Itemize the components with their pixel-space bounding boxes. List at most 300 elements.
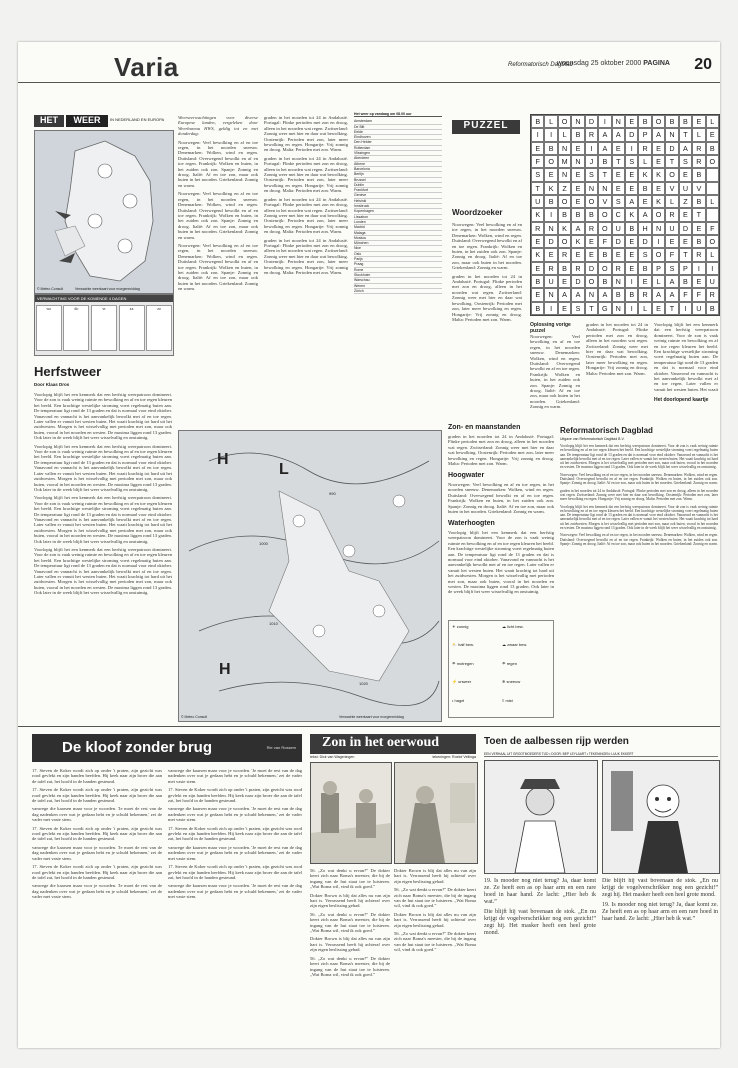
grid-letter: V <box>692 182 705 195</box>
grid-letter: E <box>531 288 544 301</box>
city-name: Innsbruck <box>354 204 370 209</box>
grid-letter: E <box>652 155 665 168</box>
city-name: Vlissingen <box>354 151 370 156</box>
grid-letter: L <box>558 128 571 141</box>
grid-letter: J <box>585 155 598 168</box>
grid-letter: E <box>625 235 638 248</box>
grid-letter: K <box>571 235 584 248</box>
page-number: 20 <box>694 56 712 73</box>
netherlands-map-svg <box>35 131 173 293</box>
grid-letter: T <box>665 302 678 315</box>
grid-letter: O <box>558 195 571 208</box>
solution-word: Het doorlopend kaartje <box>654 397 709 403</box>
grid-letter: D <box>679 222 692 235</box>
strip2-panel-left <box>310 762 392 864</box>
grid-letter: A <box>571 288 584 301</box>
isobar-label: 1000 <box>259 541 268 546</box>
colofon-title: Reformatorisch Dagblad <box>560 426 653 435</box>
grid-letter: I <box>544 128 557 141</box>
issue-date: woensdag 25 oktober 2000 <box>556 60 642 67</box>
grid-letter: E <box>625 168 638 181</box>
grid-letter: U <box>612 222 625 235</box>
grid-letter: E <box>558 302 571 315</box>
grid-letter: K <box>558 222 571 235</box>
table-title: Het weer op vandaag om 08.00 uur <box>354 112 442 117</box>
grid-letter: T <box>531 182 544 195</box>
grid-letter: B <box>706 302 719 315</box>
grid-letter: U <box>531 195 544 208</box>
grid-letter: V <box>598 195 611 208</box>
legend-item: ☂ motregen <box>452 660 474 666</box>
grid-letter: T <box>679 128 692 141</box>
grid-letter: N <box>544 288 557 301</box>
legend-item: ☁ zwaar bew. <box>502 642 528 648</box>
grid-letter: A <box>679 142 692 155</box>
waterhoogten-body: Voorlopig blijft het een kenmerk dat een herfstig weerpatroon domineert. Voor de zon is vaak weinig ruimte en bewolking en af en toe regen kleuren het beeld. Een krachtige westelijke stroming voert regelmatig buien aan. De temperatuur ligt rond de 13 graden en dat is normaal voor eind oktober. Vanavond en vannacht is het aanvankelijk bewolkt met af en toe regen. Later vallen er vanuit het westen buien. Het waait krachtig tot hard uit het zuidwesten. Morgen is het wisselvallig met perioden met zon, maar ook buien, vooral in het noorden en westen. De maxima liggen rond 13 graden. Ook later in de week blijft het weer wisselvallig en onstuimig. <box>448 530 554 595</box>
forecast-title: VERWACHTING VOOR DE KOMENDE 4 DAGEN <box>35 295 173 302</box>
grid-letter: T <box>585 302 598 315</box>
table-row <box>354 289 442 294</box>
grid-letter: B <box>531 302 544 315</box>
strip2-text-right: Dokter Brown is blij dat alles nu van zijn hart is. Verrassend heeft hij achteraf over zijn eigen beslissing gehad. 56. „Zo wat denkt u ervan?” De dokter keert zich naar Boma's meester, die bij de ingang van de hut staat toe te luisteren. „Wat Boma wil, vind ik ook goed.” Dokter Brown is blij dat alles nu van zijn hart is. Verrassend heeft hij achteraf over zijn eigen beslissing gehad. 56. „Zo wat denkt u ervan?” De dokter keert zich naar Boma's meester, die bij de ingang van de hut staat toe te luisteren. „Wat Boma wil, vind ik ook goed.” <box>394 868 476 953</box>
grid-letter: S <box>612 195 625 208</box>
forecast-panel <box>34 294 174 356</box>
grid-letter: A <box>665 275 678 288</box>
grid-letter: I <box>544 208 557 221</box>
grid-letter: B <box>706 142 719 155</box>
grid-letter: B <box>638 182 651 195</box>
weather-byline: Door Klaas Dros <box>34 382 70 387</box>
grid-letter: E <box>612 142 625 155</box>
strip1-author: Rie van Rossem <box>266 745 296 750</box>
grid-letter: E <box>625 248 638 261</box>
isobar-label: 1010 <box>269 621 278 626</box>
europe-weather-map <box>178 430 442 722</box>
grid-letter: L <box>665 195 678 208</box>
grid-letter: B <box>679 115 692 128</box>
grid-letter: B <box>638 115 651 128</box>
grid-letter: L <box>706 195 719 208</box>
grid-letter: E <box>692 222 705 235</box>
grid-letter: I <box>598 115 611 128</box>
europe-forecast-col1: Weersverwachtingen voor diverse Europese landen, vergeleken door Weerbureau HWS, geldig tot en met donderdag: Noorwegen: Veel bewolking en af en toe regen, in het noorden sneeuw. Denemarken: Wolken, wind en regen. Duitsland: Overwegend bewolkt en af en toe regen. Frankrijk: Wolken en buien, in het zuiden ook zon. Spanje: Zonnig en droog. Italië: Af en toe zon, maar ook buien in het noorden. Griekenland: Zonnig en warm. Noorwegen: Veel bewolking en af en toe regen, in het noorden sneeuw. Denemarken: Wolken, wind en regen. Duitsland: Overwegend bewolkt en af en toe regen. Frankrijk: Wolken en buien, in het zuiden ook zon. Spanje: Zonnig en droog. Italië: Af en toe zon, maar ook buien in het noorden. Griekenland: Zonnig en warm. Noorwegen: Veel bewolking en af en toe regen, in het noorden sneeuw. Denemarken: Wolken, wind en regen. Duitsland: Overwegend bewolkt en af en toe regen. Frankrijk: Wolken en buien, in het zuiden ook zon. Spanje: Zonnig en droog. Italië: Af en toe zon, maar ook buien in het noorden. Griekenland: Zonnig en warm. <box>178 115 258 292</box>
city-name: Malaga <box>354 230 366 235</box>
europe-credit: © Meteo Consult <box>181 715 208 719</box>
grid-letter: A <box>665 288 678 301</box>
grid-letter: E <box>531 235 544 248</box>
strip2-drawing <box>395 763 477 863</box>
strip3-text-left: 19. Is mooder nog niet terug? Ja, daar komt ze. Ze heeft een as op haar arm en een rare hoed in haar hand. Ze lacht: „Hier heb ik wat.” Die blijft hij vast bovenaan de stok. „En nu krijgt de vogelverschrikker nog een gezicht!” zegt hij. Het masker heeft een heel grote mond. <box>484 878 596 936</box>
city-name: De Bilt <box>354 124 365 129</box>
solution-col2: graden in het noorden tot 24 in Andalusië. Portugal: Flinke perioden met zon en droog, alleen in het noorden wat regen. Zwitserland: Zonnig weer met hier en daar wat bewolking. Oostenrijk: Perioden met zon, later meer bewolking en regen. Hongarije: Vrij zonnig en droog. Malta: Perioden met zon. Warm. <box>586 322 648 376</box>
grid-letter: O <box>652 208 665 221</box>
strip3-sub: EEN VERHAAL UIT GROOTMOEDERS TIJD • DOOR: BEP LEYLAART • TEKENINGEN: LUUK EKKERT <box>484 752 718 757</box>
isobar-label: 990 <box>329 491 336 496</box>
pressure-marker: L <box>279 461 289 478</box>
grid-letter: E <box>638 275 651 288</box>
grid-letter: E <box>531 142 544 155</box>
city-name: Eelde <box>354 129 363 134</box>
grid-letter: R <box>558 248 571 261</box>
grid-letter: R <box>638 142 651 155</box>
grid-letter: B <box>638 262 651 275</box>
colofon-sub: Uitgave van Reformatorisch Dagblad B.V. <box>560 437 625 441</box>
grid-letter: N <box>612 275 625 288</box>
grid-letter: N <box>612 115 625 128</box>
grid-letter: R <box>585 222 598 235</box>
city-weather-table <box>354 112 442 418</box>
grid-letter: I <box>625 302 638 315</box>
grid-letter: O <box>706 155 719 168</box>
grid-letter: R <box>692 142 705 155</box>
grid-letter: H <box>638 222 651 235</box>
section-divider <box>18 726 720 727</box>
grid-letter: N <box>558 142 571 155</box>
city-name: Eindhoven <box>354 135 371 140</box>
section-title: Varia <box>114 52 179 82</box>
grid-letter: R <box>665 208 678 221</box>
grid-letter: L <box>638 302 651 315</box>
grid-letter: D <box>571 275 584 288</box>
city-name: Parijs <box>354 257 363 262</box>
strip2-tekening: tekeningen: Roelof Vellinga <box>432 755 476 759</box>
strip3-title: Toen de aalbessen rijp werden <box>484 736 629 747</box>
table-rows <box>354 119 442 294</box>
forecast-day: do <box>63 305 89 351</box>
weather-region: IN NEDERLAND EN EUROPA <box>110 117 165 122</box>
grid-letter: N <box>558 168 571 181</box>
page-label: PAGINA <box>643 60 670 67</box>
woordzoeker-title: Woordzoeker <box>452 208 503 217</box>
grid-letter: P <box>638 128 651 141</box>
grid-letter: B <box>544 142 557 155</box>
puzzel-logo: PUZZEL <box>452 120 520 134</box>
grid-letter: B <box>692 235 705 248</box>
weather-logo-b: WEER <box>66 115 108 127</box>
grid-letter: E <box>571 168 584 181</box>
grid-letter: I <box>679 302 692 315</box>
solution-col3: Voorlopig blijft het een kenmerk dat een herfstig weerpatroon domineert. Voor de zon is vaak weinig ruimte en bewolking en af en toe regen kleuren het beeld. Een krachtige westelijke stroming voert regelmatig buien aan. De temperatuur ligt rond de 13 graden en dat is normaal voor eind oktober. Vanavond en vannacht is het aanvankelijk bewolkt met af en toe regen. Later vallen er vanuit het westen buien. Het waait <box>654 322 718 392</box>
grid-letter: N <box>585 288 598 301</box>
city-name: Stockholm <box>354 272 371 277</box>
city-name: Nice <box>354 246 362 251</box>
grid-letter: U <box>706 275 719 288</box>
grid-letter: R <box>585 128 598 141</box>
legend-item: ☂ regen <box>502 660 517 666</box>
grid-letter: E <box>558 275 571 288</box>
grid-letter: R <box>531 222 544 235</box>
grid-letter: S <box>625 155 638 168</box>
grid-letter: N <box>571 115 584 128</box>
grid-letter: K <box>652 168 665 181</box>
grid-letter: K <box>625 208 638 221</box>
strip1-title: De kloof zonder brug <box>62 739 212 756</box>
strip1-header <box>32 734 302 762</box>
zon-body: graden in het noorden tot 24 in Andalusië. Portugal: Flinke perioden met zon en droog, alleen in het noorden wat regen. Zwitserland: Zonnig weer met hier en daar wat bewolking. Oostenrijk: Perioden met zon, later meer bewolking en regen. Hongarije: Vrij zonnig en droog. Malta: Perioden met zon. Warm. <box>448 434 554 467</box>
word-search-grid <box>530 114 720 316</box>
solution-title: Oplossing vorige puzzel <box>530 322 571 334</box>
grid-letter: D <box>585 262 598 275</box>
grid-letter: B <box>598 155 611 168</box>
city-name: Praag <box>354 262 364 267</box>
grid-letter: E <box>571 182 584 195</box>
city-name: Moskou <box>354 235 367 240</box>
grid-letter: D <box>544 235 557 248</box>
grid-letter: T <box>679 248 692 261</box>
grid-letter: E <box>544 168 557 181</box>
grid-letter: E <box>585 235 598 248</box>
grid-letter: S <box>585 168 598 181</box>
grid-letter: L <box>706 115 719 128</box>
grid-letter: B <box>692 168 705 181</box>
grid-letter: B <box>679 275 692 288</box>
grid-letter: E <box>652 182 665 195</box>
city-name: Kopenhagen <box>354 209 374 214</box>
grid-letter: T <box>598 168 611 181</box>
grid-letter: F <box>598 235 611 248</box>
grid-letter: B <box>571 208 584 221</box>
map-caption: Verwachte weerkaart voor morgenmiddag <box>75 287 140 291</box>
grid-letter: I <box>692 262 705 275</box>
strip2-text-left: 56. „Zo wat denkt u ervan?” De dokter keert zich naar Boma's meester, die bij de ingang van de hut staat toe te luisteren. „Wat Boma wil, vind ik ook goed.” Dokter Brown is blij dat alles nu van zijn hart is. Verrassend heeft hij achteraf over zijn eigen beslissing gehad. 56. „Zo wat denkt u ervan?” De dokter keert zich naar Boma's meester, die bij de ingang van de hut staat toe te luisteren. „Wat Boma wil, vind ik ook goed.” Dokter Brown is blij dat alles nu van zijn hart is. Verrassend heeft hij achteraf over zijn eigen beslissing gehad. 56. „Zo wat denkt u ervan?” De dokter keert zich naar Boma's meester, die bij de ingang van de hut staat toe te luisteren. „Wat Boma wil, vind ik ook goed.” <box>310 868 390 977</box>
city-name: Berlijn <box>354 172 364 177</box>
grid-letter: B <box>625 222 638 235</box>
city-name: Helsinki <box>354 198 367 203</box>
city-name: Lissabon <box>354 214 369 219</box>
legend-item: • hagel <box>452 697 465 703</box>
grid-letter <box>706 182 719 195</box>
colofon-body: Voorlopig blijft het een kenmerk dat een herfstig weerpatroon domineert. Voor de zon is vaak weinig ruimte en bewolking en af en toe regen kleuren het beeld. Een krachtige westelijke stroming voert regelmatig buien aan. De temperatuur ligt rond de 13 graden en dat is normaal voor eind oktober. Vanavond en vannacht is het aanvankelijk bewolkt met af en toe regen. Later vallen er vanuit het westen buien. Het waait krachtig tot hard uit het zuidwesten. Morgen is het wisselvallig met perioden met zon, maar ook buien, vooral in het noorden en westen. De maxima liggen rond 13 graden. Ook later in de week blijft het weer wisselvallig en onstuimig. Noorwegen: Veel bewolking en af en toe regen, in het noorden sneeuw. Denemarken: Wolken, wind en regen. Duitsland: Overwegend bewolkt en af en toe regen. Frankrijk: Wolken en buien, in het zuiden ook zon. Spanje: Zonnig en droog. Italië: Af en toe zon, maar ook buien in het noorden. Griekenland: Zonnig en warm. graden in het noorden tot 24 in Andalusië. Portugal: Flinke perioden met zon en droog, alleen in het noorden wat regen. Zwitserland: Zonnig weer met hier en daar wat bewolking. Oostenrijk: Perioden met zon, later meer bewolking en regen. Hongarije: Vrij zonnig en droog. Malta: Perioden met zon. Warm. Voorlopig blijft het een kenmerk dat een herfstig weerpatroon domineert. Voor de zon is vaak weinig ruimte en bewolking en af en toe regen kleuren het beeld. Een krachtige westelijke stroming voert regelmatig buien aan. De temperatuur ligt rond de 13 graden en dat is normaal voor eind oktober. Vanavond en vannacht is het aanvankelijk bewolkt met af en toe regen. Later vallen er vanuit het westen buien. Het waait krachtig tot hard uit het zuidwesten. Morgen is het wisselvallig met perioden met zon, maar ook buien, vooral in het noorden en westen. De maxima liggen rond 13 graden. Ook later in de week blijft het weer wisselvallig en onstuimig. Noorwegen: Veel bewolking en af en toe regen, in het noorden sneeuw. Denemarken: Wolken, wind en regen. Duitsland: Overwegend bewolkt en af en toe regen. Frankrijk: Wolken en buien, in het zuiden ook zon. Spanje: Zonnig en droog. Italië: Af en toe zon, maar ook buien in het noorden. Griekenland: Zonnig en warm. <box>560 444 718 546</box>
grid-letter: L <box>544 115 557 128</box>
grid-letter: D <box>585 115 598 128</box>
grid-letter: B <box>531 115 544 128</box>
grid-letter: E <box>665 235 678 248</box>
grid-letter: K <box>652 195 665 208</box>
grid-letter: Z <box>558 182 571 195</box>
grid-letter: S <box>679 155 692 168</box>
grid-letter: E <box>571 195 584 208</box>
legend-item: ☁ licht bew. <box>502 624 524 629</box>
masthead <box>18 42 720 83</box>
grid-letter: B <box>571 128 584 141</box>
grid-letter: S <box>638 248 651 261</box>
city-name: Athene <box>354 161 366 166</box>
grid-letter: A <box>652 128 665 141</box>
strip3-panel-right <box>602 760 720 874</box>
grid-letter: E <box>679 168 692 181</box>
legend-item: ≡ mist <box>502 697 513 703</box>
grid-letter: A <box>652 288 665 301</box>
grid-letter: E <box>625 182 638 195</box>
city-name: Oslo <box>354 251 362 256</box>
grid-letter: U <box>544 275 557 288</box>
grid-letter: B <box>531 275 544 288</box>
grid-letter: E <box>544 248 557 261</box>
grid-letter: D <box>612 235 625 248</box>
grid-letter: A <box>625 195 638 208</box>
strip2-drawing <box>311 763 391 863</box>
grid-letter: K <box>531 208 544 221</box>
grid-letter: O <box>558 115 571 128</box>
city-name: Rome <box>354 267 364 272</box>
city-name: Dublin <box>354 182 364 187</box>
grid-letter: A <box>558 288 571 301</box>
grid-letter: T <box>612 155 625 168</box>
grid-letter: B <box>692 195 705 208</box>
grid-letter: O <box>544 155 557 168</box>
legend-item: ⚡ onweer <box>452 679 472 685</box>
city-name: Madrid <box>354 225 365 230</box>
grid-letter: R <box>638 288 651 301</box>
grid-letter: K <box>638 168 651 181</box>
city-name: Londen <box>354 219 366 224</box>
grid-letter: P <box>679 262 692 275</box>
strip1-col1: 17. Steven de Koker wordt zich op onder 't praten, zijn gezicht was rood gevlekt en zijn handen beefden. Hij keek naar zijn broer die aan de tafel zat, het hoofd in de handen gesteund. 17. Steven de Koker wordt zich op onder 't praten, zijn gezicht was rood gevlekt en zijn handen beefden. Hij keek naar zijn broer die aan de tafel zat, het hoofd in de handen gesteund. vanwege die kaarsen maar voor je woorden. 'Je moet de rest van de dag nadenken over wat je gedaan hebt en je schuld bekennen,' zei de vader met vaste stem. 17. Steven de Koker wordt zich op onder 't praten, zijn gezicht was rood gevlekt en zijn handen beefden. Hij keek naar zijn broer die aan de tafel zat, het hoofd in de handen gesteund. vanwege die kaarsen maar voor je woorden. 'Je moet de rest van de dag nadenken over wat je gedaan hebt en je schuld bekennen,' zei de vader met vaste stem. 17. Steven de Koker wordt zich op onder 't praten, zijn gezicht was rood gevlekt en zijn handen beefden. Hij keek naar zijn broer die aan de tafel zat, het hoofd in de handen gesteund. vanwege die kaarsen maar voor je woorden. 'Je moet de rest van de dag nadenken over wat je gedaan hebt en je schuld bekennen,' zei de vader met vaste stem. <box>32 768 162 900</box>
city-name: Frankfurt <box>354 188 369 193</box>
grid-letter: E <box>692 115 705 128</box>
grid-letter: A <box>598 288 611 301</box>
grid-letter: R <box>571 262 584 275</box>
grid-letter: D <box>665 142 678 155</box>
europe-forecast-col2: graden in het noorden tot 24 in Andalusië. Portugal: Flinke perioden met zon en droog, alleen in het noorden wat regen. Zwitserland: Zonnig weer met hier en daar wat bewolking. Oostenrijk: Perioden met zon, later meer bewolking en regen. Hongarije: Vrij zonnig en droog. Malta: Perioden met zon. Warm. graden in het noorden tot 24 in Andalusië. Portugal: Flinke perioden met zon en droog, alleen in het noorden wat regen. Zwitserland: Zonnig weer met hier en daar wat bewolking. Oostenrijk: Perioden met zon, later meer bewolking en regen. Hongarije: Vrij zonnig en droog. Malta: Perioden met zon. Warm. graden in het noorden tot 24 in Andalusië. Portugal: Flinke perioden met zon en droog, alleen in het noorden wat regen. Zwitserland: Zonnig weer met hier en daar wat bewolking. Oostenrijk: Perioden met zon, later meer bewolking en regen. Hongarije: Vrij zonnig en droog. Malta: Perioden met zon. Warm. graden in het noorden tot 24 in Andalusië. Portugal: Flinke perioden met zon en droog, alleen in het noorden wat regen. Zwitserland: Zonnig weer met hier en daar wat bewolking. Oostenrijk: Perioden met zon, later meer bewolking en regen. Hongarije: Vrij zonnig en droog. Malta: Perioden met zon. Warm. <box>264 115 348 275</box>
grid-letter: E <box>638 195 651 208</box>
grid-letter: F <box>665 248 678 261</box>
grid-letter: T <box>692 208 705 221</box>
grid-letter: B <box>544 195 557 208</box>
grid-letter: E <box>531 262 544 275</box>
grid-letter: B <box>558 208 571 221</box>
grid-letter: I <box>625 275 638 288</box>
city-name: Brussel <box>354 177 366 182</box>
grid-letter: A <box>612 128 625 141</box>
grid-letter: I <box>531 128 544 141</box>
city-name: Rotterdam <box>354 145 371 150</box>
grid-letter: P <box>652 262 665 275</box>
weather-logo-a: HET <box>34 115 64 127</box>
grid-letter: I <box>585 142 598 155</box>
paper-name: Reformatorisch Dagblad <box>508 62 573 68</box>
zon-title: Zon- en maanstanden <box>448 424 521 431</box>
strip2-title: Zon in het oerwoud <box>322 735 440 750</box>
strip1-col2: vanwege die kaarsen maar voor je woorden. 'Je moet de rest van de dag nadenken over wat je gedaan hebt en je schuld bekennen,' zei de vader met vaste stem. 17. Steven de Koker wordt zich op onder 't praten, zijn gezicht was rood gevlekt en zijn handen beefden. Hij keek naar zijn broer die aan de tafel zat, het hoofd in de handen gesteund. vanwege die kaarsen maar voor je woorden. 'Je moet de rest van de dag nadenken over wat je gedaan hebt en je schuld bekennen,' zei de vader met vaste stem. 17. Steven de Koker wordt zich op onder 't praten, zijn gezicht was rood gevlekt en zijn handen beefden. Hij keek naar zijn broer die aan de tafel zat, het hoofd in de handen gesteund. vanwege die kaarsen maar voor je woorden. 'Je moet de rest van de dag nadenken over wat je gedaan hebt en je schuld bekennen,' zei de vader met vaste stem. 17. Steven de Koker wordt zich op onder 't praten, zijn gezicht was rood gevlekt en zijn handen beefden. Hij keek naar zijn broer die aan de tafel zat, het hoofd in de handen gesteund. vanwege die kaarsen maar voor je woorden. 'Je moet de rest van de dag nadenken over wat je gedaan hebt en je schuld bekennen,' zei de vader met vaste stem. <box>168 768 302 900</box>
grid-letter: N <box>612 302 625 315</box>
grid-letter: O <box>652 115 665 128</box>
grid-letter: Z <box>679 195 692 208</box>
grid-letter: S <box>531 168 544 181</box>
pressure-marker: H <box>217 451 229 468</box>
grid-letter: O <box>558 235 571 248</box>
grid-letter: I <box>652 235 665 248</box>
grid-letter: C <box>612 208 625 221</box>
grid-letter: A <box>571 222 584 235</box>
grid-letter: O <box>706 235 719 248</box>
grid-letter: O <box>665 168 678 181</box>
grid-letter: E <box>679 235 692 248</box>
isobar-label: 1020 <box>359 681 368 686</box>
grid-letter: E <box>612 168 625 181</box>
forecast-day: vr <box>91 305 117 351</box>
grid-letter: O <box>598 208 611 221</box>
grid-letter: I <box>625 142 638 155</box>
waterhoogten-title: Waterhoogten <box>448 520 495 527</box>
grid-letter: E <box>625 115 638 128</box>
grid-letter: E <box>692 275 705 288</box>
grid-letter: E <box>706 128 719 141</box>
strip3-drawing <box>603 761 719 873</box>
forecast-day: za <box>119 305 145 351</box>
grid-letter: N <box>571 155 584 168</box>
grid-letter: K <box>531 248 544 261</box>
strip2-panel-right <box>394 762 478 864</box>
grid-letter: N <box>544 222 557 235</box>
grid-letter: E <box>679 208 692 221</box>
city-name: Den Helder <box>354 140 372 145</box>
city-name: Aberdeen <box>354 156 370 161</box>
grid-letter: E <box>652 142 665 155</box>
grid-letter: R <box>544 262 557 275</box>
grid-letter: B <box>598 275 611 288</box>
grid-letter: U <box>679 182 692 195</box>
weather-article-title: Herfstweer <box>34 364 102 379</box>
grid-letter: R <box>692 155 705 168</box>
grid-letter: B <box>558 262 571 275</box>
strip3-header <box>484 736 718 752</box>
woordzoeker-body: Noorwegen: Veel bewolking en af en toe regen, in het noorden sneeuw. Denemarken: Wolken, wind en regen. Duitsland: Overwegend bewolkt en af en toe regen. Frankrijk: Wolken en buien, in het zuiden ook zon. Spanje: Zonnig en droog. Italië: Af en toe zon, maar ook buien in het noorden. Griekenland: Zonnig en warm. graden in het noorden tot 24 in Andalusië. Portugal: Flinke perioden met zon en droog, alleen in het noorden wat regen. Zwitserland: Zonnig weer met hier en daar wat bewolking. Oostenrijk: Perioden met zon, later meer bewolking en regen. Hongarije: Vrij zonnig en droog. Malta: Perioden met zon. Warm. <box>452 222 522 322</box>
solution-col1: Noorwegen: Veel bewolking en af en toe regen, in het noorden sneeuw. Denemarken: Wolken, wind en regen. Duitsland: Overwegend bewolkt en af en toe regen. Frankrijk: Wolken en buien, in het zuiden ook zon. Spanje: Zonnig en droog. Italië: Af en toe zon, maar ook buien in het noorden. Griekenland: Zonnig en warm. <box>530 334 580 410</box>
grid-letter: E <box>612 248 625 261</box>
map-credit: © Meteo Consult <box>37 287 64 291</box>
city-name: Genève <box>354 193 367 198</box>
grid-letter: R <box>706 288 719 301</box>
grid-letter: O <box>585 195 598 208</box>
europe-caption: Verwachte weerkaart voor morgenmiddag <box>339 715 404 719</box>
legend-item: ❄ sneeuw <box>502 679 521 685</box>
grid-letter: F <box>706 222 719 235</box>
grid-letter: N <box>652 222 665 235</box>
pressure-marker: H <box>219 661 231 678</box>
grid-letter: B <box>625 288 638 301</box>
grid-letter: N <box>665 128 678 141</box>
strip3-drawing <box>485 761 597 873</box>
hoogwater-title: Hoogwater <box>448 472 485 479</box>
grid-letter: L <box>638 155 651 168</box>
city-name: Warschau <box>354 278 370 283</box>
city-name: Amsterdam <box>354 119 372 124</box>
grid-letter: R <box>612 262 625 275</box>
weather-article-body: Voorlopig blijft het een kenmerk dat een herfstig weerpatroon domineert. Voor de zon is vaak weinig ruimte en bewolking en af en toe regen kleuren het beeld. Een krachtige westelijke stroming voert regelmatig buien aan. De temperatuur ligt rond de 13 graden en dat is normaal voor eind oktober. Vanavond en vannacht is het aanvankelijk bewolkt met af en toe regen. Later vallen er vanuit het westen buien. Het waait krachtig tot hard uit het zuidwesten. Morgen is het wisselvallig met perioden met zon, maar ook buien, vooral in het noorden en westen. De maxima liggen rond 13 graden. Ook later in de week blijft het weer wisselvallig en onstuimig. Voorlopig blijft het een kenmerk dat een herfstig weerpatroon domineert. Voor de zon is vaak weinig ruimte en bewolking en af en toe regen kleuren het beeld. Een krachtige westelijke stroming voert regelmatig buien aan. De temperatuur ligt rond de 13 graden en dat is normaal voor eind oktober. Vanavond en vannacht is het aanvankelijk bewolkt met af en toe regen. Later vallen er vanuit het westen buien. Het waait krachtig tot hard uit het zuidwesten. Morgen is het wisselvallig met perioden met zon, maar ook buien, vooral in het noorden en westen. De maxima liggen rond 13 graden. Ook later in de week blijft het weer wisselvallig en onstuimig. Voorlopig blijft het een kenmerk dat een herfstig weerpatroon domineert. Voor de zon is vaak weinig ruimte en bewolking en af en toe regen kleuren het beeld. Een krachtige westelijke stroming voert regelmatig buien aan. De temperatuur ligt rond de 13 graden en dat is normaal voor eind oktober. Vanavond en vannacht is het aanvankelijk bewolkt met af en toe regen. Later vallen er vanuit het westen buien. Het waait krachtig tot hard uit het zuidwesten. Morgen is het wisselvallig met perioden met zon, maar ook buien, vooral in het noorden en westen. De maxima liggen rond 13 graden. Ook later in de week blijft het weer wisselvallig en onstuimig. Voorlopig blijft het een kenmerk dat een herfstig weerpatroon domineert. Voor de zon is vaak weinig ruimte en bewolking en af en toe regen kleuren het beeld. Een krachtige westelijke stroming voert regelmatig buien aan. De temperatuur ligt rond de 13 graden en dat is normaal voor eind oktober. Vanavond en vannacht is het aanvankelijk bewolkt met af en toe regen. Later vallen er vanuit het westen buien. Het waait krachtig tot hard uit het zuidwesten. Morgen is het wisselvallig met perioden met zon, maar ook buien, vooral in het noorden en westen. De maxima liggen rond 13 graden. Ook later in de week blijft het weer wisselvallig en onstuimig. <box>34 392 172 596</box>
grid-letter: A <box>638 208 651 221</box>
grid-letter: A <box>598 142 611 155</box>
strip3-text-right: Die blijft hij vast bovenaan de stok. „En nu krijgt de vogelverschrikker nog een gezicht!” zegt hij. Het masker heeft een heel grote mond. 19. Is mooder nog niet terug? Ja, daar komt ze. Ze heeft een as op haar arm en een rare hoed in haar hand. Ze lacht: „Hier heb ik wat.” <box>602 878 718 922</box>
grid-letter: B <box>598 248 611 261</box>
forecast-day: zo <box>146 305 172 351</box>
grid-letter: B <box>585 208 598 221</box>
grid-letter: S <box>571 302 584 315</box>
grid-letter: E <box>571 142 584 155</box>
weather-legend <box>448 620 554 718</box>
city-name: München <box>354 241 369 246</box>
grid-letter: O <box>652 248 665 261</box>
strip2-tekst: tekst: Dick van Wageningen <box>310 755 355 759</box>
city-name: Wenen <box>354 283 366 288</box>
strip3-panel-left <box>484 760 598 874</box>
grid-letter: E <box>585 248 598 261</box>
grid-letter: E <box>571 248 584 261</box>
grid-letter: M <box>558 155 571 168</box>
grid-letter: I <box>706 262 719 275</box>
grid-letter: D <box>638 235 651 248</box>
city-name: Zürich <box>354 288 364 293</box>
